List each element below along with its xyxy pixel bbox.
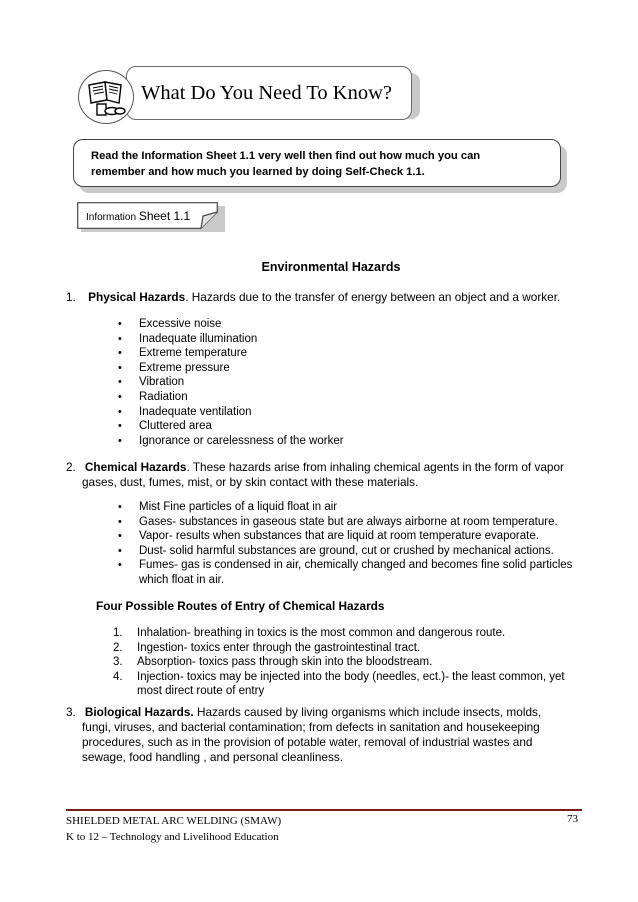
list-number: 3. [113, 656, 123, 669]
list-item: • Cluttered area [117, 419, 344, 434]
instruction-line-2: remember and how much you learned by doing Self-Check 1.1. [91, 166, 425, 178]
footer-line-2: K to 12 – Technology and Livelihood Education [66, 831, 279, 843]
footer-line-1: SHIELDED METAL ARC WELDING (SMAW) [66, 815, 282, 827]
physical-hazards-paragraph [66, 290, 560, 305]
list-item: • Extreme pressure [117, 361, 344, 376]
fumes-line-1: • Fumes- gas is condensed in air, chemically changed and becomes fine solid particles [139, 559, 573, 572]
chemical-hazards-list [117, 500, 587, 588]
physical-hazards-text: . Hazards due to the transfer of energy between an object and a worker. [185, 290, 561, 304]
banner-title: What Do You Need To Know? [141, 81, 392, 104]
instruction-box [73, 139, 561, 187]
list-item [113, 670, 583, 699]
route-text: Inhalation- breathing in toxics is the most common and dangerous route. [137, 627, 506, 639]
list-item: • Vibration [117, 375, 344, 390]
list-item [117, 558, 587, 587]
routes-heading: Four Possible Routes of Entry of Chemical Hazards [96, 599, 385, 613]
list-item: • Radiation [117, 390, 344, 405]
routes-list [113, 626, 583, 699]
list-item: • Ignorance or carelessness of the worker [117, 434, 344, 449]
section-banner [126, 66, 412, 120]
biological-hazards-line3: procedures, such as in the provision of potable water, removal of industrial wastes and [82, 735, 533, 749]
list-item: • Dust- solid harmful substances are ground, cut or crushed by mechanical actions. [117, 544, 587, 559]
chemical-hazards-text: . These hazards arise from inhaling chemical agents in the form of vapor [186, 460, 564, 474]
chemical-hazards-text-line2: gases, dust, fumes, mist, or by skin contact with these materials. [82, 475, 419, 489]
biological-hazards-title: Biological Hazards. [84, 705, 194, 719]
book-reading-icon [78, 70, 134, 124]
physical-hazards-title: Physical Hazards [88, 290, 186, 304]
list-item [113, 641, 583, 656]
biological-hazards-text: Hazards caused by living organisms which include insects, molds, [193, 705, 542, 719]
instruction-line-1: Read the Information Sheet 1.1 very well then find out how much you can [91, 150, 481, 162]
biological-hazards-line4: sewage, food handling , and personal cleanliness. [82, 750, 344, 764]
biological-hazards-line2: fungi, viruses, and bacterial contamination; from defects in sanitation and housekeeping [82, 720, 540, 734]
route-text: Ingestion- toxics enter through the gastrointestinal tract. [137, 641, 421, 654]
list-item: • Gases- substances in gaseous state but are always airborne at room temperature. [117, 515, 587, 530]
list-number: 2. [113, 641, 123, 654]
list-item: • Vapor- results when substances that are liquid at room temperature evaporate. [117, 529, 587, 544]
list-item: • Inadequate illumination [117, 332, 344, 347]
physical-hazards-list [117, 317, 344, 448]
route-text-line2: most direct route of entry [137, 685, 265, 698]
list-item: • Excessive noise [117, 317, 344, 332]
list-number: 1. [113, 627, 123, 639]
fumes-line-2: which float in air. [139, 573, 225, 586]
chemical-hazards-paragraph [66, 460, 584, 490]
list-item [113, 626, 583, 641]
list-number: 4. [113, 670, 123, 683]
info-sheet-label: Sheet 1.1 [138, 209, 191, 223]
footer-rule [66, 809, 582, 811]
list-item: • Inadequate ventilation [117, 405, 344, 420]
chemical-hazards-title: Chemical Hazards [84, 460, 187, 474]
info-sheet-prefix: Information [86, 212, 139, 223]
list-item: • Extreme temperature [117, 346, 344, 361]
list-number: 3. [66, 705, 76, 719]
page-title: Environmental Hazards [261, 260, 401, 274]
page-number: 73 [567, 813, 578, 825]
footer [66, 813, 281, 845]
route-text: Injection- toxics may be injected into the body (needles, ect.)- the least common, yet [137, 670, 565, 683]
list-item: • Mist Fine particles of a liquid float in air [117, 500, 587, 515]
list-number: 1. [66, 290, 76, 304]
biological-hazards-paragraph [66, 705, 584, 765]
list-item [113, 655, 583, 670]
list-number: 2. [66, 460, 76, 474]
info-sheet-tab [77, 202, 218, 229]
route-text: Absorption- toxics pass through skin into the bloodstream. [137, 656, 433, 669]
